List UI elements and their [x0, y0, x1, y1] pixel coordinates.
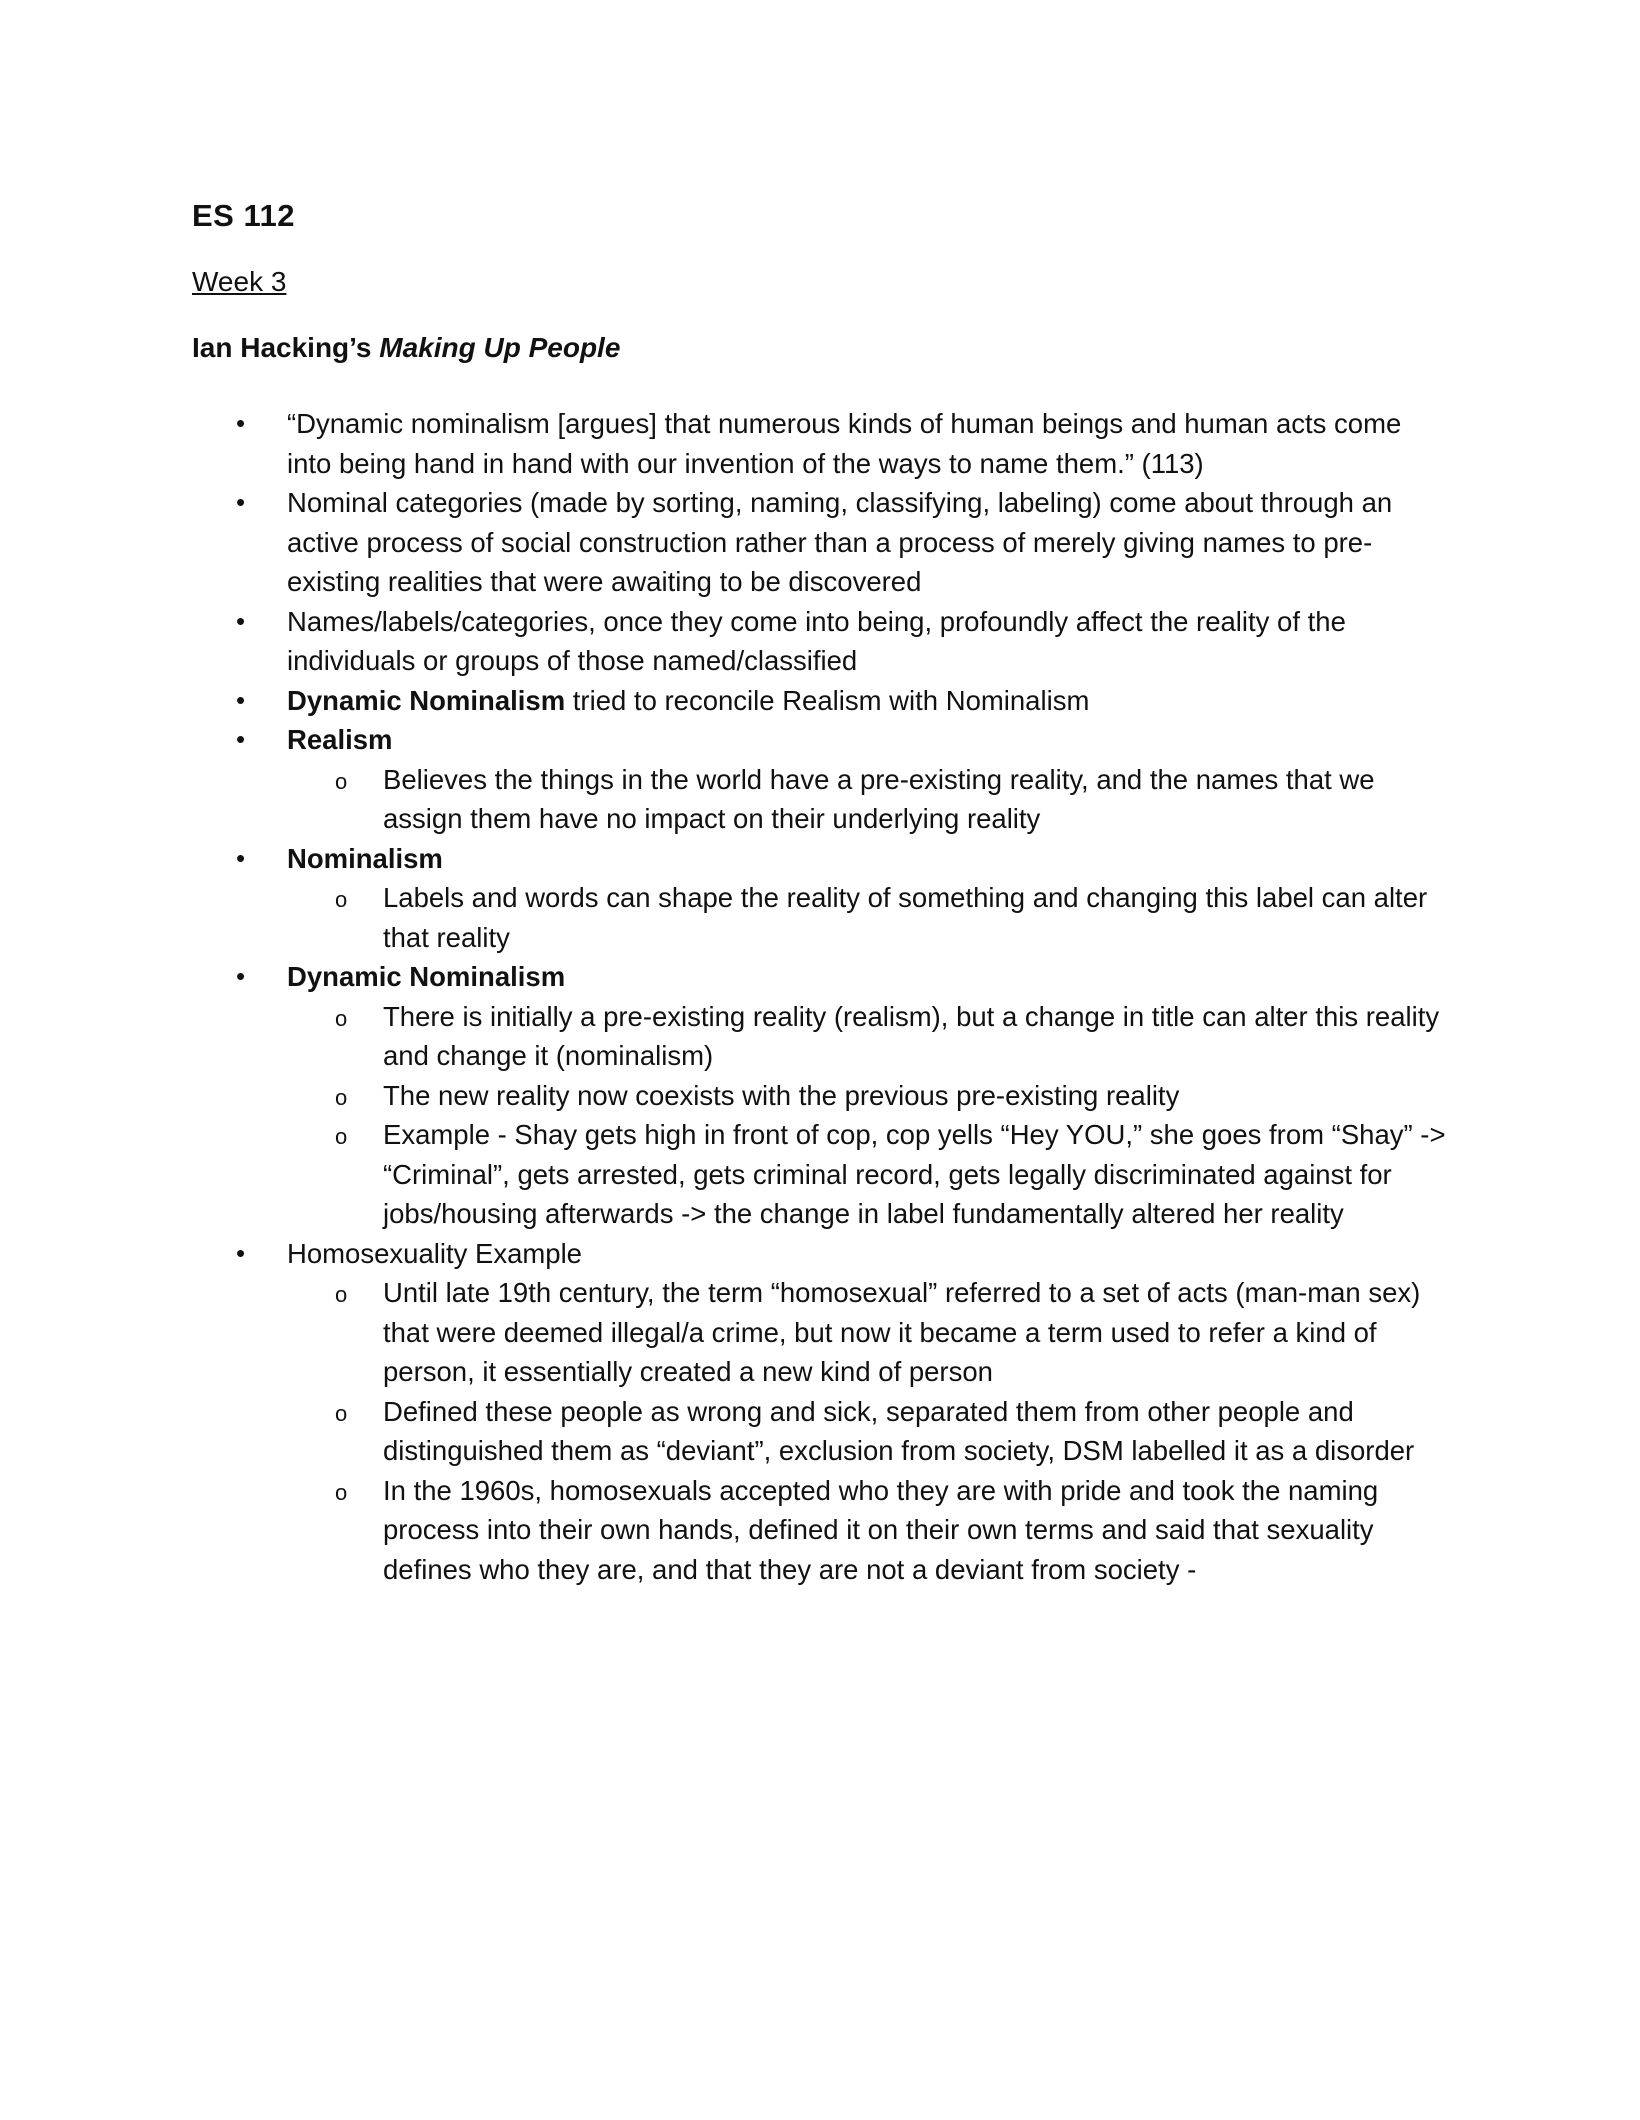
realism-sublist [287, 760, 1450, 839]
bullet-list-dynamic [230, 957, 1450, 1234]
bullet-nominalism [230, 839, 1450, 958]
bullet-list-homosexuality [230, 1234, 1450, 1590]
homosexuality-sub-item: o In the 1960s, homosexuals accepted who they are with pride and took the naming process into their own hands, defined it on their own terms and said that sexuality defines who they are, and that they are not a deviant from society - [287, 1471, 1450, 1590]
bullet-list-realism [230, 720, 1450, 839]
dynamic-sub-item: o The new reality now coexists with the previous pre-existing reality [287, 1076, 1450, 1116]
bullet-nominal-categories: • Nominal categories (made by sorting, naming, classifying, labeling) come about through an active process of social construction rather than a process of merely giving names to pre-existing realities that were awaiting to be discovered [230, 483, 1450, 602]
dynamic-label: Dynamic Nominalism [287, 961, 566, 992]
dynamic-sub-item: o There is initially a pre-existing reality (realism), but a change in title can alter this reality and change it (nominalism) [287, 997, 1450, 1076]
bullet-realism [230, 720, 1450, 839]
nominalism-sub-item: o Labels and words can shape the reality of something and changing this label can alter that reality [287, 878, 1450, 957]
bullet-quote: • “Dynamic nominalism [argues] that numerous kinds of human beings and human acts come into being hand in hand with our invention of the ways to name them.” (113) [230, 404, 1450, 483]
heading-prefix: Ian Hacking’s [192, 332, 380, 363]
bullet-dynamic-reconcile [230, 681, 1450, 721]
bullet-dynamic-nominalism [230, 957, 1450, 1234]
bullet-list-reconcile [230, 681, 1450, 721]
homosexuality-sub-item: o Until late 19th century, the term “homosexual” referred to a set of acts (man-man sex) that were deemed illegal/a crime, but now it became a term used to refer a kind of person, it essentially created a new kind of person [287, 1273, 1450, 1392]
dynamic-sub-item: o Example - Shay gets high in front of cop, cop yells “Hey YOU,” she goes from “Shay” -> “Criminal”, gets arrested, gets criminal record, gets legally discriminated against for jobs/housing afterwards -> the change in label fundamentally altered her reality [287, 1115, 1450, 1234]
heading-book-title: Making Up People [379, 332, 621, 363]
realism-sub-item: o Believes the things in the world have a pre-existing reality, and the names that we assign them have no impact on their underlying reality [287, 760, 1450, 839]
week-label: Week 3 [192, 266, 287, 297]
bullet-list-nominalism [230, 839, 1450, 958]
nominalism-sublist [287, 878, 1450, 957]
nominalism-label: Nominalism [287, 842, 443, 874]
dynamic-sublist [287, 997, 1450, 1234]
bullet-names-labels: • Names/labels/categories, once they come into being, profoundly affect the reality of the individuals or groups of those named/classified [230, 602, 1450, 681]
bullet-list-intro [230, 404, 1450, 681]
bullet-dynamic-bold: Dynamic Nominalism [287, 684, 566, 716]
homosexuality-sublist [287, 1273, 1450, 1589]
notes-body [230, 404, 1450, 1589]
section-heading [192, 330, 620, 366]
homosexuality-label: Homosexuality Example [287, 1237, 582, 1269]
homosexuality-sub-item: o Defined these people as wrong and sick, separated them from other people and distinguished them as “deviant”, exclusion from society, DSM labelled it as a disorder [287, 1392, 1450, 1471]
bullet-homosexuality [230, 1234, 1450, 1590]
course-title: ES 112 [192, 198, 295, 233]
realism-label: Realism [287, 724, 393, 755]
bullet-dynamic-rest: tried to reconcile Realism with Nominalism [565, 684, 1090, 716]
